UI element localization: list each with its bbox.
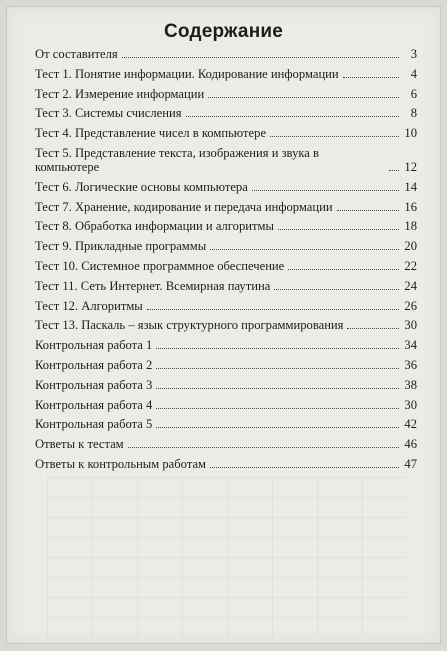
toc-entry-label: Тест 13. Паскаль – язык структурного программирования (35, 318, 344, 333)
toc-entry (35, 358, 417, 372)
toc-entry (35, 279, 417, 293)
dot-leader (347, 328, 399, 329)
toc-entry (35, 67, 417, 81)
toc-entry-label: Тест 7. Хранение, кодирование и передача информации (35, 199, 333, 214)
toc-entry (35, 106, 417, 120)
toc-entry-label: Ответы к контрольным работам (35, 456, 207, 471)
toc-entry-page-number: 12 (404, 159, 417, 174)
toc-entry-label: Контрольная работа 2 (35, 357, 153, 372)
dot-leader (156, 408, 399, 409)
show-through-table (47, 477, 407, 637)
book-page (6, 6, 441, 644)
toc-entry-page-number: 42 (404, 417, 417, 432)
dot-leader (122, 57, 399, 58)
toc-entry-page-number: 10 (404, 126, 417, 141)
toc-entry (35, 239, 417, 253)
dot-leader (278, 229, 399, 230)
toc-entry-page-number: 34 (404, 338, 417, 353)
toc-entry (35, 437, 417, 451)
dot-leader (389, 170, 399, 171)
toc-entry-label: Контрольная работа 4 (35, 397, 153, 412)
toc-entry-label: Тест 8. Обработка информации и алгоритмы (35, 219, 274, 234)
toc-entry-page-number: 30 (404, 397, 417, 412)
toc-entry-label: От составителя (35, 47, 118, 61)
dot-leader (156, 427, 399, 428)
dot-leader (274, 289, 399, 290)
toc-entry (35, 180, 417, 194)
toc-entry-label: Тест 2. Измерение информации (35, 86, 205, 101)
toc-entry-label: Тест 4. Представление чисел в компьютере (35, 126, 267, 141)
toc-entry-page-number: 24 (404, 278, 417, 293)
dot-leader (252, 190, 399, 191)
table-of-contents (35, 47, 417, 477)
toc-entry-page-number: 38 (404, 377, 417, 392)
toc-entry-page-number: 46 (404, 437, 417, 452)
toc-entry (35, 318, 417, 332)
toc-entry-label: Тест 3. Системы счисления (35, 106, 182, 121)
page-title: Содержание (163, 21, 284, 42)
toc-entry (35, 398, 417, 412)
dot-leader (337, 210, 399, 211)
toc-entry (35, 87, 417, 101)
toc-entry-label: Контрольная работа 3 (35, 377, 153, 392)
dot-leader (156, 368, 399, 369)
toc-entry-page-number: 8 (410, 106, 417, 121)
toc-entry-label: Тест 1. Понятие информации. Кодирование информации (35, 66, 339, 81)
toc-entry-page-number: 26 (404, 298, 417, 313)
dot-leader (208, 97, 399, 98)
toc-entry-label: Тест 10. Системное программное обеспечение (35, 258, 285, 273)
toc-entry (35, 338, 417, 352)
toc-entry-label: Тест 12. Алгоритмы (35, 298, 143, 313)
dot-leader (156, 348, 399, 349)
dot-leader (128, 447, 399, 448)
toc-entry (35, 417, 417, 431)
toc-entry-page-number: 14 (404, 179, 417, 194)
dot-leader (343, 77, 399, 78)
toc-entry-label: Контрольная работа 1 (35, 338, 153, 353)
toc-entry-label: Ответы к тестам (35, 437, 124, 452)
toc-entry (35, 200, 417, 214)
toc-entry-label: Тест 6. Логические основы компьютера (35, 179, 248, 194)
toc-entry (35, 219, 417, 233)
dot-leader (186, 116, 399, 117)
toc-entry (35, 299, 417, 313)
toc-entry (35, 259, 417, 273)
dot-leader (210, 467, 399, 468)
toc-entry (35, 126, 417, 140)
toc-entry (35, 457, 417, 471)
dot-leader (156, 388, 399, 389)
dot-leader (270, 136, 399, 137)
toc-entry-page-number: 22 (404, 258, 417, 273)
toc-entry-label: Тест 9. Прикладные программы (35, 239, 207, 254)
dot-leader (147, 309, 399, 310)
toc-entry-page-number: 6 (410, 86, 417, 101)
toc-entry-page-number: 30 (404, 318, 417, 333)
toc-entry-label: Тест 11. Сеть Интернет. Всемирная паутина (35, 278, 271, 293)
toc-entry-page-number: 36 (404, 357, 417, 372)
toc-entry (35, 47, 417, 61)
toc-entry-page-number: 20 (404, 239, 417, 254)
toc-entry-page-number: 18 (404, 219, 417, 234)
dot-leader (210, 249, 399, 250)
toc-entry (35, 378, 417, 392)
toc-entry-label: Тест 5. Представление текста, изображения и звука в компьютере (35, 145, 319, 174)
toc-entry-page-number: 16 (404, 199, 417, 214)
dot-leader (288, 269, 399, 270)
toc-entry-page-number: 47 (404, 456, 417, 471)
toc-entry-label: Контрольная работа 5 (35, 417, 153, 432)
toc-entry-page-number: 3 (410, 47, 417, 61)
toc-entry-page-number: 4 (410, 66, 417, 81)
toc-entry (35, 146, 417, 174)
